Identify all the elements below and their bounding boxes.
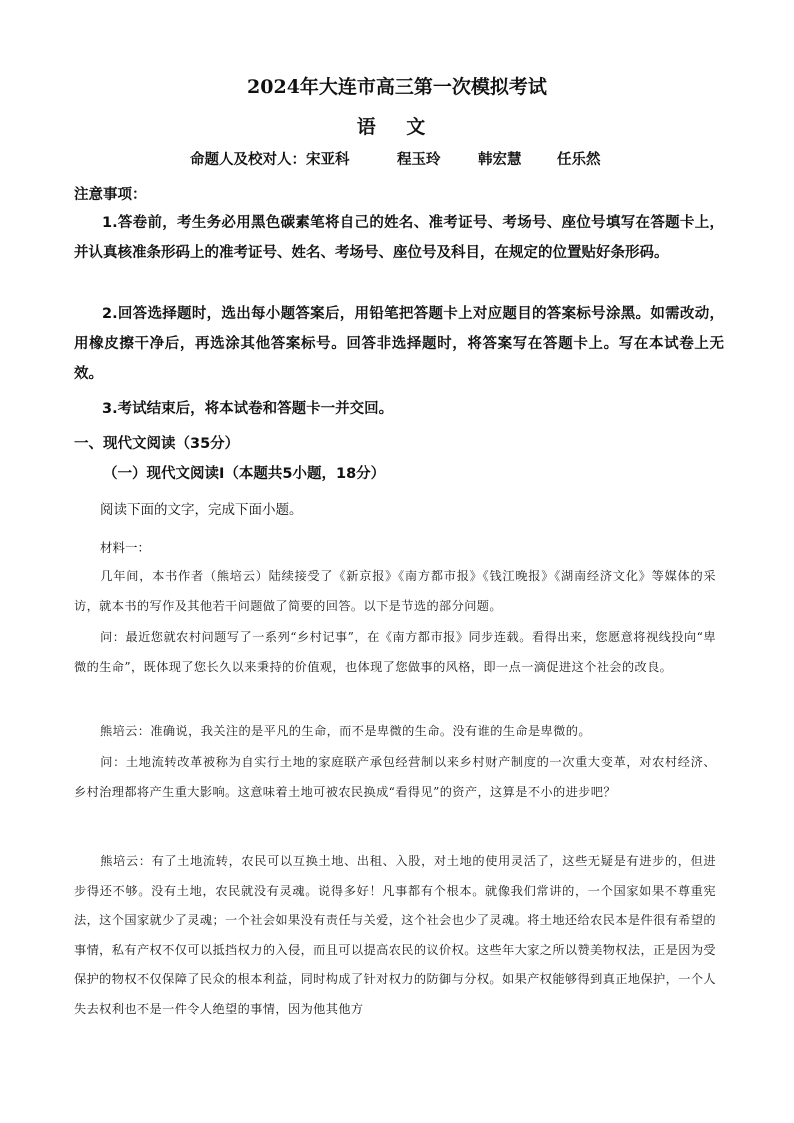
author-name: 韩宏慧 xyxy=(478,152,522,168)
authors-label: 命题人及校对人：宋亚科 xyxy=(190,152,350,168)
notice-item: 3.考试结束后，将本试卷和答题卡一并交回。 xyxy=(102,401,394,417)
passage-paragraph: 问：土地流转改革被称为自实行土地的家庭联产承包经营制以来乡村财产制度的一次重大变革，对农村经济、乡村治理都将产生重大影响。这意味着土地可被农民换成“看得见”的资产，这算是不小的进步吧？ xyxy=(74,755,716,799)
notice-item: 1.答卷前，考生务必用黑色碳素笔将自己的姓名、准考证号、考场号、座位号填写在答题卡上，并认真核准条形码上的准考证号、姓名、考场号、座位号及科目，在规定的位置贴好条形码。 xyxy=(74,215,724,261)
passage-paragraph: 熊培云：准确说，我关注的是平凡的生命，而不是卑微的生命。没有谁的生命是卑微的。 xyxy=(100,724,591,738)
material-label: 材料一： xyxy=(100,540,151,555)
passage-paragraph: 问：最近您就农村问题写了一系列“乡村记事”，在《南方都市报》同步连载。看得出来，您愿意将视线投向“卑微的生命”，既体现了您长久以来秉持的价值观，也体现了您做事的风格，即一点一滴促进这个社会的改良。 xyxy=(74,630,716,674)
author-name: 任乐然 xyxy=(557,152,601,168)
passage-paragraph: 熊培云：有了土地流转，农民可以互换土地、出租、入股，对土地的使用灵活了，这些无疑是有进步的，但进步得还不够。没有土地，农民就没有灵魂。说得多好！凡事都有个根本。就像我们常讲的，一个国家如果不尊重宪法，这个国家就少了灵魂；一个社会如果没有责任与关爱，这个社会也少了灵魂。将土地还给农民本是件很有希望的事情，私有产权不仅可以抵挡权力的入侵，而且可以提高农民的议价权。这些年大家之所以赞美物权法，正是因为受保护的物权不仅保障了民众的根本利益，同时构成了针对权力的防御与分权。如果产权能够得到真正地保护，一个人失去权利也不是一件令人绝望的事情，因为他其他方 xyxy=(74,854,716,1016)
author-name: 程玉玲 xyxy=(397,152,441,168)
reading-instruction: 阅读下面的文字，完成下面小题。 xyxy=(100,502,303,518)
notice-item: 2.回答选择题时，选出每小题答案后，用铅笔把答题卡上对应题目的答案标号涂黑。如需改动，用橡皮擦干净后，再选涂其他答案标号。回答非选择题时，将答案写在答题卡上。写在本试卷上无效。 xyxy=(74,306,724,382)
subject-title: 语 文 xyxy=(356,116,438,138)
section-subtitle: （一）现代文阅读Ⅰ（本题共5小题，18分） xyxy=(103,466,386,482)
passage-paragraph: 几年间，本书作者（熊培云）陆续接受了《新京报》《南方都市报》《钱江晚报》《湖南经济文化》等媒体的采访，就本书的写作及其他若干问题做了简要的回答。以下是节选的部分问题。 xyxy=(74,569,716,613)
exam-title: 2024年大连市高三第一次模拟考试 xyxy=(247,76,547,98)
section-title: 一、现代文阅读（35分） xyxy=(74,436,240,452)
notice-heading: 注意事项： xyxy=(74,187,147,203)
